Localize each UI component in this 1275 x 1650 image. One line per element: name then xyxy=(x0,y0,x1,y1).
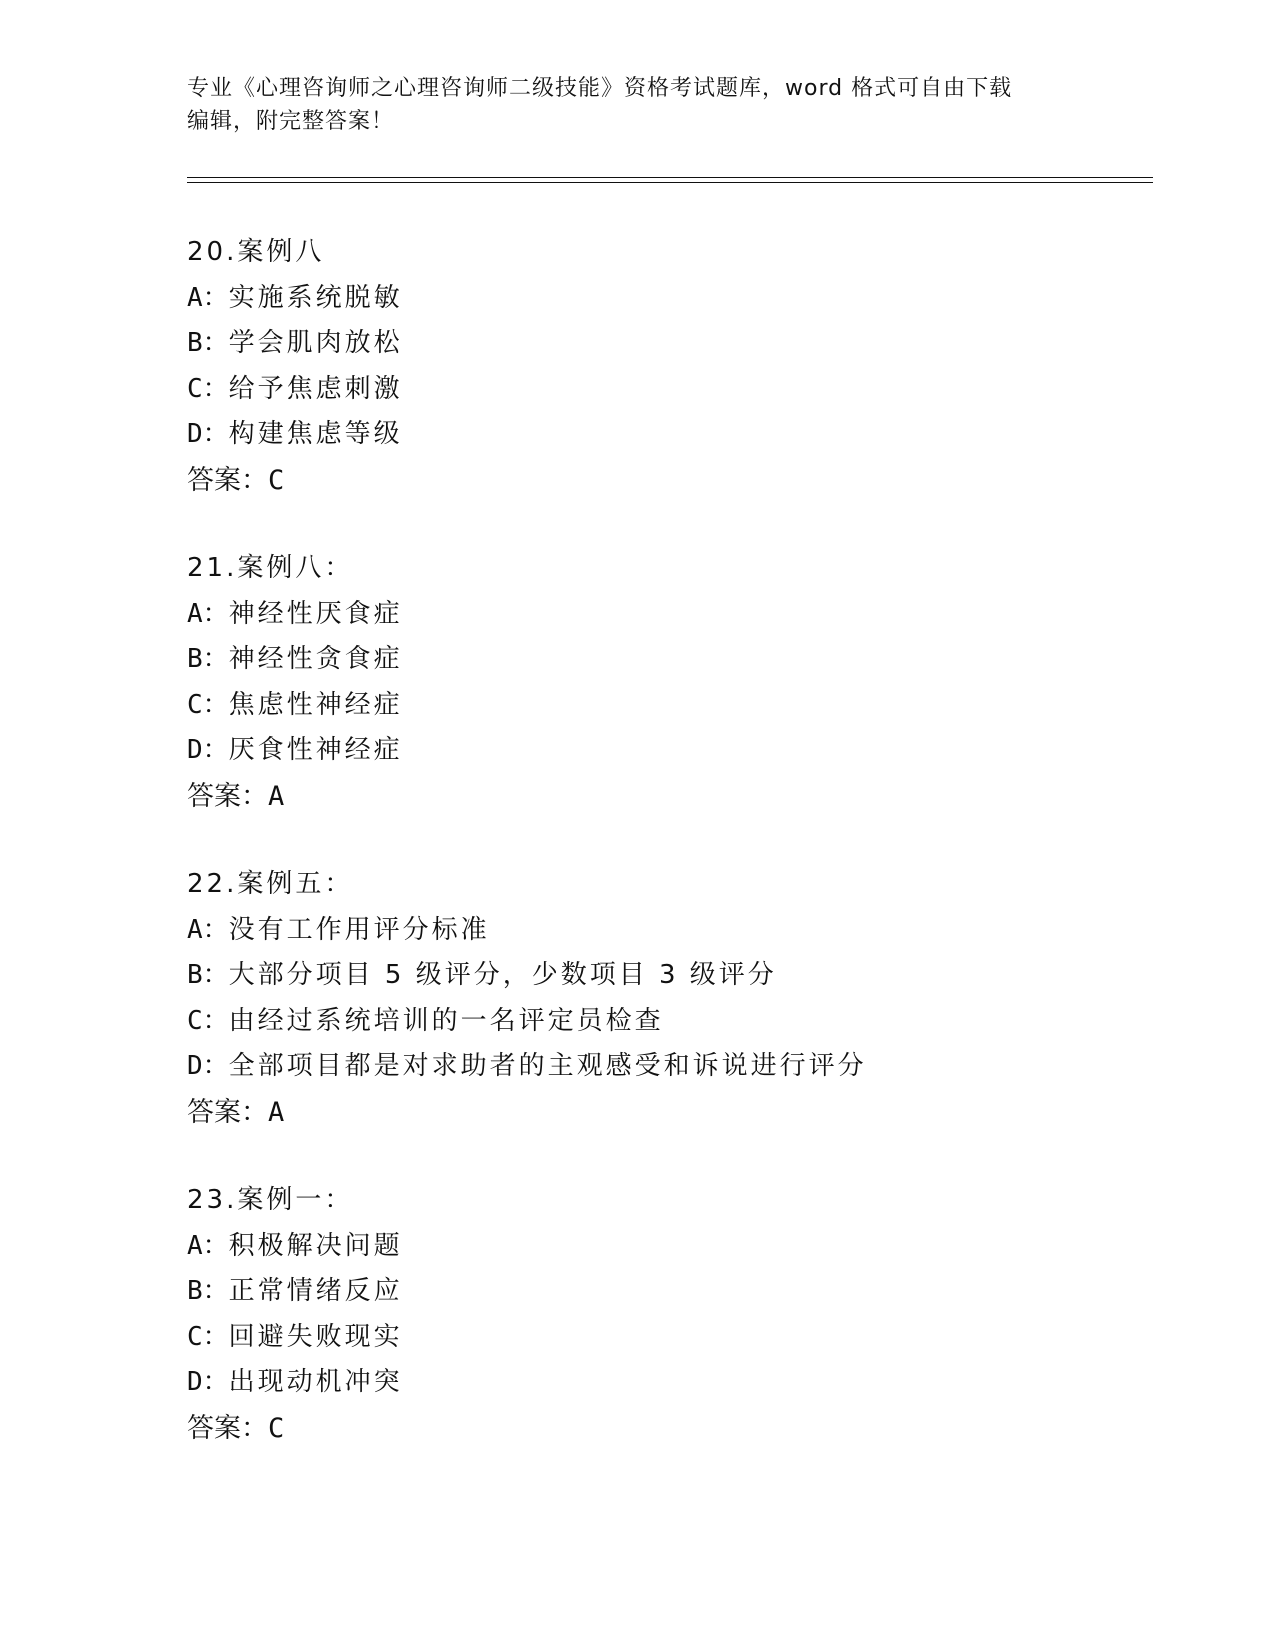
option-text: 回避失败现实 xyxy=(228,1321,403,1352)
answer-value: A xyxy=(268,780,285,812)
question-block xyxy=(187,230,1137,503)
question-title: 20.案例八 xyxy=(187,237,325,267)
option-d xyxy=(187,412,1137,458)
option-text: 神经性贪食症 xyxy=(228,644,403,674)
option-label: C： xyxy=(187,373,229,404)
option-c xyxy=(187,1315,1137,1361)
option-text: 实施系统脱敏 xyxy=(228,282,403,313)
header-rule-top xyxy=(187,177,1153,178)
option-text: 出现动机冲突 xyxy=(228,1367,403,1397)
option-a xyxy=(187,1224,1137,1270)
option-label: D： xyxy=(187,1367,229,1397)
answer-line xyxy=(187,1406,1137,1452)
option-label: C： xyxy=(187,1321,229,1352)
option-c xyxy=(187,999,1137,1045)
question-title: 23.案例一： xyxy=(187,1185,354,1215)
option-text: 正常情绪反应 xyxy=(228,1276,403,1306)
answer-line xyxy=(187,1090,1137,1136)
option-text: 构建焦虑等级 xyxy=(228,419,403,449)
option-label: C： xyxy=(187,689,229,720)
option-label: B： xyxy=(187,960,229,990)
option-text: 全部项目都是对求助者的主观感受和诉说进行评分 xyxy=(228,1051,867,1081)
option-label: B： xyxy=(187,644,229,674)
answer-label: 答案： xyxy=(187,780,268,812)
option-text: 给予焦虑刺激 xyxy=(228,373,403,404)
option-label: A： xyxy=(187,282,229,313)
document-header xyxy=(187,72,1087,138)
option-text: 大部分项目 5 级评分，少数项目 3 级评分 xyxy=(228,960,777,990)
option-text: 神经性厌食症 xyxy=(228,598,403,629)
option-label: B： xyxy=(187,328,229,358)
option-label: A： xyxy=(187,1230,229,1261)
option-label: D： xyxy=(187,1051,229,1081)
answer-value: A xyxy=(268,1096,285,1128)
option-text: 积极解决问题 xyxy=(228,1230,403,1261)
option-label: B： xyxy=(187,1276,229,1306)
option-text: 焦虑性神经症 xyxy=(228,689,403,720)
answer-label: 答案： xyxy=(187,1096,268,1128)
question-title: 22.案例五： xyxy=(187,869,354,899)
option-d xyxy=(187,728,1137,774)
option-b xyxy=(187,321,1137,367)
option-text: 由经过系统培训的一名评定员检查 xyxy=(228,1005,664,1036)
question-block xyxy=(187,862,1137,1135)
option-text: 厌食性神经症 xyxy=(228,735,403,765)
option-c xyxy=(187,683,1137,729)
answer-value: C xyxy=(268,464,285,496)
option-a xyxy=(187,276,1137,322)
option-d xyxy=(187,1044,1137,1090)
option-c xyxy=(187,367,1137,413)
option-b xyxy=(187,953,1137,999)
header-rule-bottom xyxy=(187,182,1153,183)
option-label: D： xyxy=(187,419,229,449)
option-label: A： xyxy=(187,598,229,629)
question-block xyxy=(187,1178,1137,1451)
answer-line xyxy=(187,774,1137,820)
option-text: 没有工作用评分标准 xyxy=(228,914,490,945)
header-line-2: 编辑，附完整答案！ xyxy=(187,109,395,134)
answer-label: 答案： xyxy=(187,464,268,496)
answer-line xyxy=(187,458,1137,504)
option-label: D： xyxy=(187,735,229,765)
answer-value: C xyxy=(268,1412,285,1444)
question-block xyxy=(187,546,1137,819)
option-label: A： xyxy=(187,914,229,945)
option-label: C： xyxy=(187,1005,229,1036)
question-title: 21.案例八： xyxy=(187,553,354,583)
option-a xyxy=(187,592,1137,638)
answer-label: 答案： xyxy=(187,1412,268,1444)
option-b xyxy=(187,1269,1137,1315)
option-a xyxy=(187,908,1137,954)
option-d xyxy=(187,1360,1137,1406)
option-text: 学会肌肉放松 xyxy=(228,328,403,358)
header-line-1: 专业《心理咨询师之心理咨询师二级技能》资格考试题库，word 格式可自由下载 xyxy=(187,76,1013,101)
option-b xyxy=(187,637,1137,683)
